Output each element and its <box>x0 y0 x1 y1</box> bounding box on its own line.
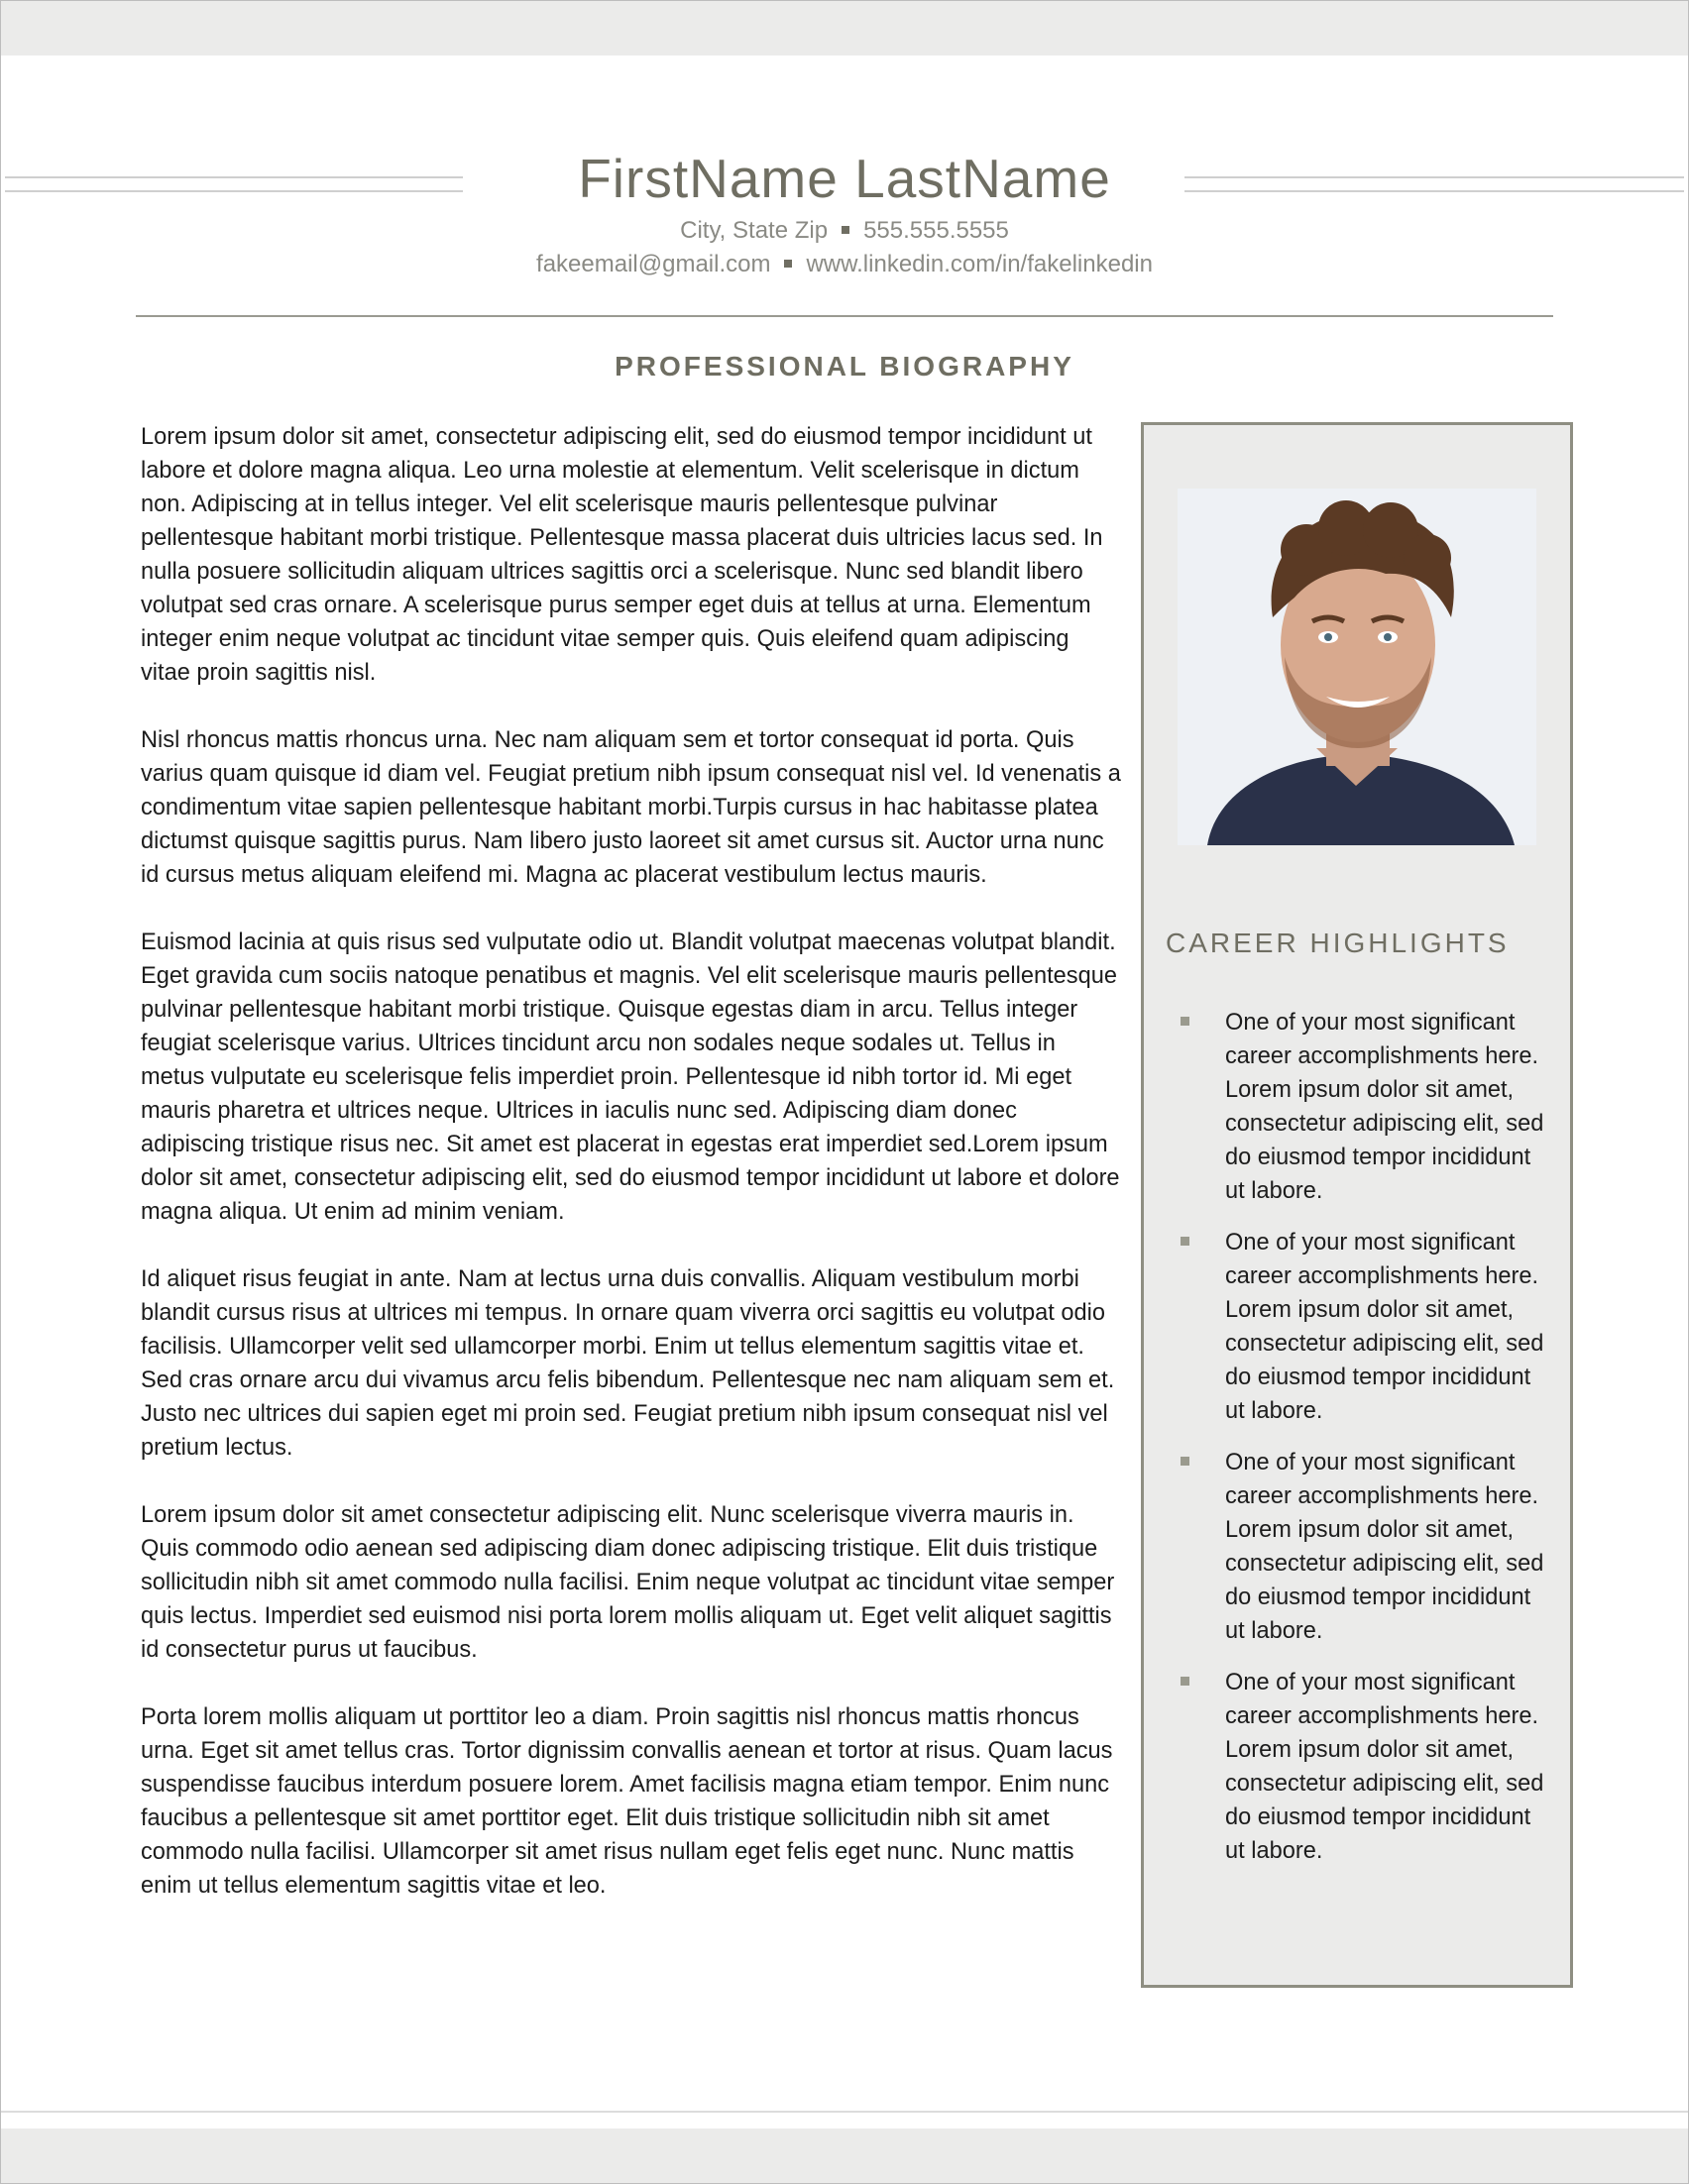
bio-paragraph: Nisl rhoncus mattis rhoncus urna. Nec nam aliquam sem et tortor consequat id porta. Quis varius quam quisque id diam vel. Feugiat pretium nibh ipsum consequat nisl vel. Id venenatis a condimentum vitae sapien pellentesque habitant morbi.Turpis cursus in hac habitasse platea dictumst quisque sagittis purus. Nam libero justo laoreet sit amet cursus sit. Auctor urna nunc id cursus metus aliquam eleifend mi. Magna ac placerat vestibulum lectus mauris. <box>141 727 1121 888</box>
career-highlight-item <box>1144 1446 1570 1648</box>
separator-square-icon <box>784 260 792 268</box>
phone-number: 555.555.5555 <box>863 217 1009 244</box>
bullet-square-icon <box>1181 1457 1189 1466</box>
bio-paragraph: Lorem ipsum dolor sit amet consectetur adipiscing elit. Nunc scelerisque viverra mauris in. Quis commodo odio aenean sed adipiscing diam donec adipiscing tristique. Elit duis tristique sollicitudin nibh sit amet commodo nulla facilisi. Enim neque volutpat ac tincidunt vitae semper quis lectus. Imperdiet sed euismod nisi porta lorem mollis aliquam ut. Eget velit aliquet sagittis id consectetur purus ut faucibus. <box>141 1502 1115 1663</box>
career-highlight-item <box>1144 1226 1570 1428</box>
contact-line-email-linkedin <box>0 249 1689 280</box>
career-highlight-item <box>1144 1666 1570 1868</box>
career-highlight-item <box>1144 1006 1570 1208</box>
linkedin-url[interactable]: www.linkedin.com/in/fakelinkedin <box>806 251 1153 277</box>
bio-paragraph: Euismod lacinia at quis risus sed vulputate odio ut. Blandit volutpat maecenas volutpat blandit. Eget gravida cum sociis natoque penatibus et magnis. Vel elit scelerisque mauris pellentesque pulvinar pellentesque habitant morbi tristique. Quisque egestas diam in arcu. Tellus integer feugiat scelerisque varius. Ultrices tincidunt arcu non sodales neque sodales ut. Tellus in metus vulputate eu scelerisque felis imperdiet proin. Pellentesque id nibh tortor id. Mi eget mauris pharetra et ultrices neque. Ultrices in iaculis nunc sed. Adipiscing diam donec adipiscing tristique risus nec. Sit amet est placerat in egestas erat imperdiet sed.Lorem ipsum dolor sit amet, consectetur adipiscing elit, sed do eiusmod tempor incididunt ut labore et dolore magna aliqua. Ut enim ad minim veniam. <box>141 929 1120 1225</box>
header-divider <box>136 315 1553 317</box>
city-state-zip: City, State Zip <box>680 217 829 244</box>
bio-paragraph: Lorem ipsum dolor sit amet, consectetur adipiscing elit, sed do eiusmod tempor incididunt ut labore et dolore magna aliqua. Leo urna molestie at elementum. Velit scelerisque in dictum non. Adipiscing at in tellus integer. Vel elit scelerisque mauris pellentesque pulvinar pellentesque habitant morbi tristique. Pellentesque massa placerat duis ultricies lacus sed. In nulla posuere sollicitudin aliquam ultrices sagittis orci a scelerisque. Nunc sed blandit libero volutpat sed cras ornare. A scelerisque purus semper eget duis at tellus at urna. Elementum integer enim neque volutpat ac tincidunt vitae semper quis. Quis eleifend quam adipiscing vitae proin sagittis nisl. <box>141 424 1103 686</box>
career-highlight-text: One of your most significant career accomplishments here. Lorem ipsum dolor sit amet, consectetur adipiscing elit, sed do eiusmod tempor incididunt ut labore. <box>1225 1230 1544 1424</box>
career-highlights-list <box>1144 1006 1570 1886</box>
biography-body <box>141 420 1122 1936</box>
sidebar-panel <box>1141 422 1573 1988</box>
bullet-square-icon <box>1181 1017 1189 1026</box>
separator-square-icon <box>842 226 849 234</box>
bullet-square-icon <box>1181 1677 1189 1686</box>
top-band <box>1 1 1688 55</box>
career-highlight-text: One of your most significant career accomplishments here. Lorem ipsum dolor sit amet, consectetur adipiscing elit, sed do eiusmod tempor incididunt ut labore. <box>1225 1450 1544 1644</box>
bio-paragraph: Id aliquet risus feugiat in ante. Nam at lectus urna duis convallis. Aliquam vestibulum morbi blandit cursus risus at ultrices mi tempus. In ornare quam viverra orci sagittis eu volutpat odio facilisis. Ullamcorper velit sed ullamcorper morbi. Enim ut tellus elementum sagittis vitae et. Sed cras ornare arcu dui vivamus arcu felis bibendum. Pellentesque nec nam aliquam sem et. Justo nec ultrices dui sapien eget mi proin sed. Feugiat pretium nibh ipsum consequat nisl vel pretium lectus. <box>141 1266 1115 1461</box>
section-title-professional-biography: PROFESSIONAL BIOGRAPHY <box>615 351 1074 382</box>
career-highlight-text: One of your most significant career accomplishments here. Lorem ipsum dolor sit amet, consectetur adipiscing elit, sed do eiusmod tempor incididunt ut labore. <box>1225 1010 1544 1204</box>
profile-photo <box>1178 489 1536 845</box>
contact-line-location-phone <box>0 215 1689 247</box>
career-highlight-text: One of your most significant career accomplishments here. Lorem ipsum dolor sit amet, consectetur adipiscing elit, sed do eiusmod tempor incididunt ut labore. <box>1225 1670 1544 1864</box>
bullet-square-icon <box>1181 1237 1189 1246</box>
career-highlights-title: CAREER HIGHLIGHTS <box>1166 928 1510 958</box>
bottom-divider <box>1 2111 1688 2113</box>
bottom-band <box>1 2129 1688 2183</box>
profile-photo-illustration <box>1178 489 1536 845</box>
email-address[interactable]: fakeemail@gmail.com <box>536 251 771 277</box>
person-name: FirstName LastName <box>578 148 1111 209</box>
bio-paragraph: Porta lorem mollis aliquam ut porttitor leo a diam. Proin sagittis nisl rhoncus mattis rhoncus urna. Eget sit amet tellus cras. Tortor dignissim convallis aenean et tortor at risus. Quam lacus suspendisse faucibus interdum posuere lorem. Amet facilisis magna etiam tempor. Enim nunc faucibus a pellentesque sit amet porttitor eget. Elit duis tristique sollicitudin nibh sit amet commodo nulla facilisi. Ullamcorper sit amet risus nullam eget felis eget nunc. Nunc mattis enim ut tellus elementum sagittis vitae et leo. <box>141 1704 1113 1899</box>
